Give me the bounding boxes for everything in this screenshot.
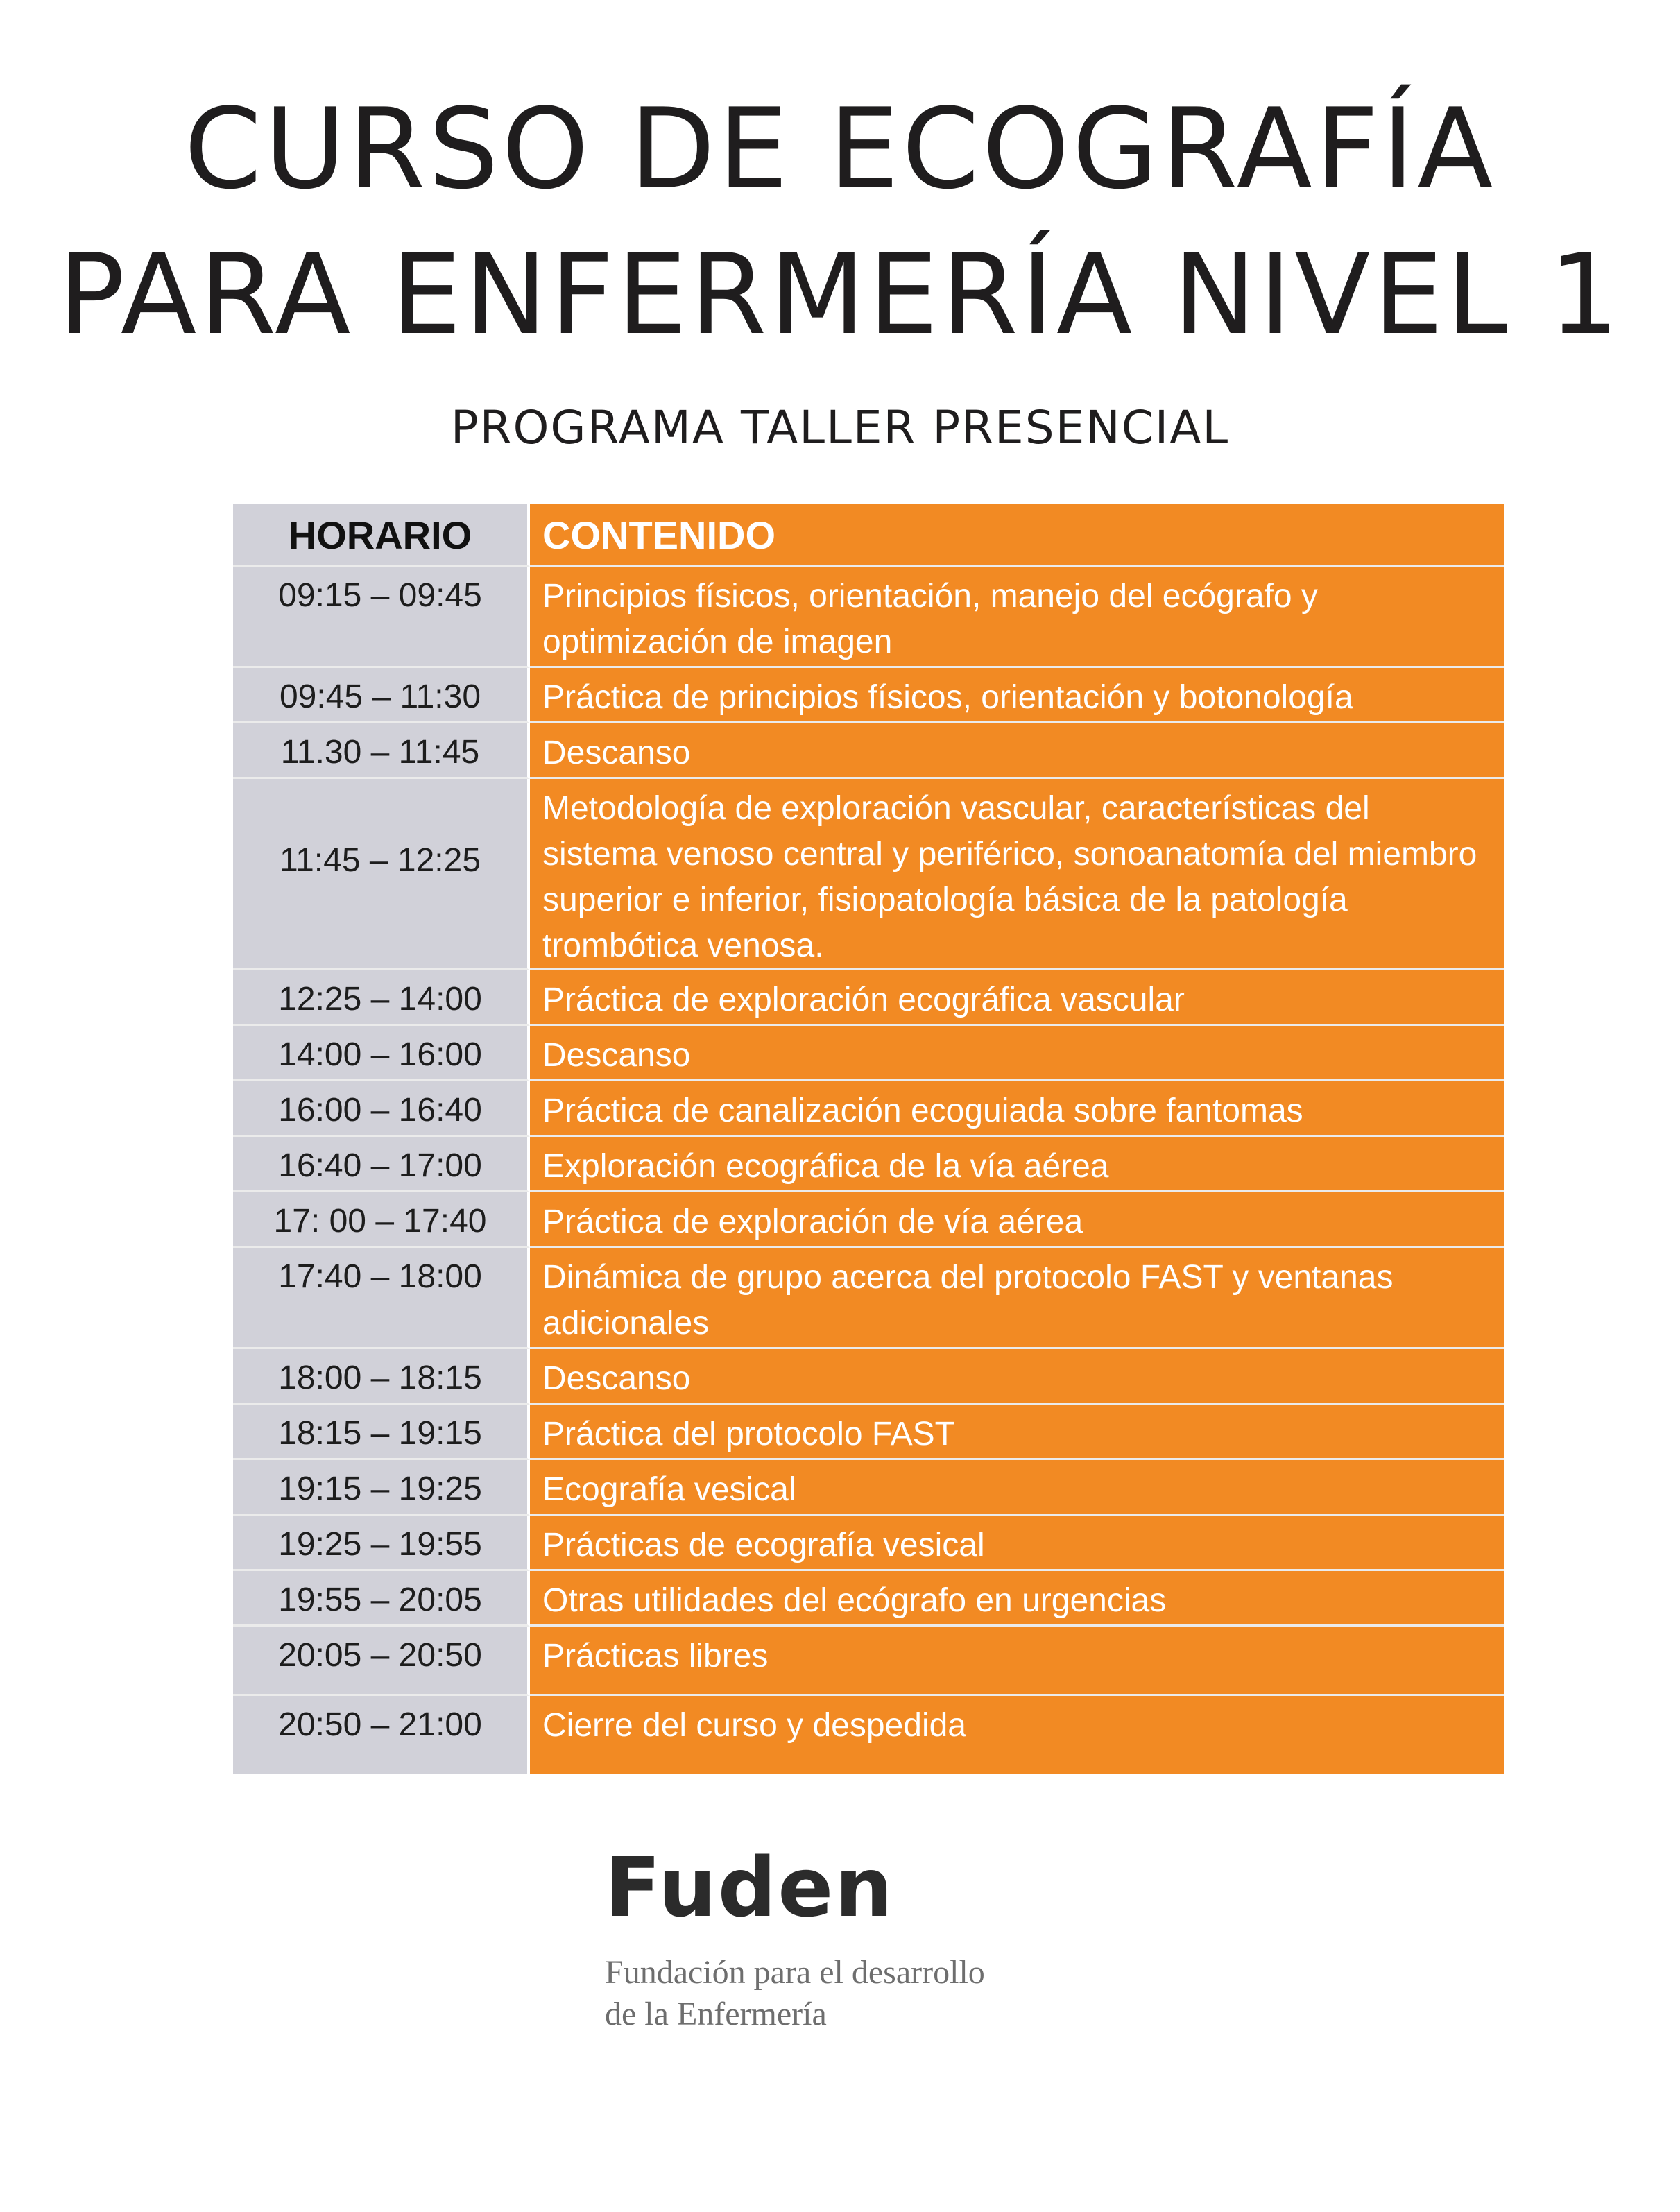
column-header-content: CONTENIDO bbox=[530, 504, 1504, 567]
logo-tagline-line-2: de la Enfermería bbox=[605, 1996, 827, 2032]
time-cell: 11:45 – 12:25 bbox=[233, 779, 530, 970]
table-row bbox=[233, 1137, 1504, 1192]
content-cell: Dinámica de grupo acerca del protocolo FAST y ventanas adicionales bbox=[530, 1248, 1504, 1349]
logo-tagline-line-1: Fundación para el desarrollo bbox=[605, 1954, 985, 1991]
time-cell: 09:15 – 09:45 bbox=[233, 567, 530, 668]
time-cell: 16:00 – 16:40 bbox=[233, 1081, 530, 1137]
time-cell: 19:15 – 19:25 bbox=[233, 1460, 530, 1516]
content-cell: Descanso bbox=[530, 1349, 1504, 1405]
table-row bbox=[233, 567, 1504, 668]
table-header-row bbox=[233, 504, 1504, 567]
time-cell: 12:25 – 14:00 bbox=[233, 970, 530, 1026]
time-cell: 11.30 – 11:45 bbox=[233, 723, 530, 779]
content-cell: Práctica del protocolo FAST bbox=[530, 1405, 1504, 1460]
table-row bbox=[233, 1192, 1504, 1248]
table-row bbox=[233, 1627, 1504, 1696]
time-cell: 17: 00 – 17:40 bbox=[233, 1192, 530, 1248]
table-row bbox=[233, 723, 1504, 779]
content-cell: Otras utilidades del ecógrafo en urgencias bbox=[530, 1571, 1504, 1627]
table-row bbox=[233, 970, 1504, 1026]
table-row bbox=[233, 1516, 1504, 1571]
table-row bbox=[233, 1081, 1504, 1137]
fuden-logo bbox=[605, 1840, 985, 2035]
page-title-line-1: CURSO DE ECOGRAFÍA bbox=[184, 84, 1496, 214]
document-header bbox=[0, 76, 1680, 454]
time-cell: 16:40 – 17:00 bbox=[233, 1137, 530, 1192]
table-row bbox=[233, 1405, 1504, 1460]
content-cell: Descanso bbox=[530, 1026, 1504, 1081]
time-cell: 17:40 – 18:00 bbox=[233, 1248, 530, 1349]
table-row bbox=[233, 1460, 1504, 1516]
table-row bbox=[233, 1696, 1504, 1774]
table-row bbox=[233, 1026, 1504, 1081]
content-cell: Principios físicos, orientación, manejo del ecógrafo y optimización de imagen bbox=[530, 567, 1504, 668]
content-cell: Práctica de exploración de vía aérea bbox=[530, 1192, 1504, 1248]
content-cell: Práctica de canalización ecoguiada sobre fantomas bbox=[530, 1081, 1504, 1137]
time-cell: 09:45 – 11:30 bbox=[233, 668, 530, 723]
table-row bbox=[233, 668, 1504, 723]
time-cell: 18:15 – 19:15 bbox=[233, 1405, 530, 1460]
table-row bbox=[233, 1349, 1504, 1405]
content-cell: Ecografía vesical bbox=[530, 1460, 1504, 1516]
content-cell: Exploración ecográfica de la vía aérea bbox=[530, 1137, 1504, 1192]
time-cell: 18:00 – 18:15 bbox=[233, 1349, 530, 1405]
table-row bbox=[233, 779, 1504, 970]
column-header-time: HORARIO bbox=[233, 504, 530, 567]
content-cell: Práctica de principios físicos, orientación y botonología bbox=[530, 668, 1504, 723]
time-cell: 20:05 – 20:50 bbox=[233, 1627, 530, 1696]
content-cell: Metodología de exploración vascular, características del sistema venoso central y periférico, sonoanatomía del miembro superior e inferior, fisiopatología básica de la patología trombótica venosa. bbox=[530, 779, 1504, 970]
page-subtitle: PROGRAMA TALLER PRESENCIAL bbox=[450, 401, 1230, 454]
page-title-line-2: PARA ENFERMERÍA NIVEL 1 bbox=[58, 230, 1622, 359]
time-cell: 20:50 – 21:00 bbox=[233, 1696, 530, 1774]
logo-wordmark: Fuden bbox=[605, 1840, 895, 1935]
content-cell: Prácticas de ecografía vesical bbox=[530, 1516, 1504, 1571]
time-cell: 14:00 – 16:00 bbox=[233, 1026, 530, 1081]
table-row bbox=[233, 1571, 1504, 1627]
content-cell: Descanso bbox=[530, 723, 1504, 779]
content-cell: Prácticas libres bbox=[530, 1627, 1504, 1696]
logo-tagline bbox=[605, 1952, 985, 2035]
table-row bbox=[233, 1248, 1504, 1349]
content-cell: Cierre del curso y despedida bbox=[530, 1696, 1504, 1774]
time-cell: 19:55 – 20:05 bbox=[233, 1571, 530, 1627]
schedule-table bbox=[233, 504, 1504, 1778]
time-cell: 19:25 – 19:55 bbox=[233, 1516, 530, 1571]
content-cell: Práctica de exploración ecográfica vascular bbox=[530, 970, 1504, 1026]
